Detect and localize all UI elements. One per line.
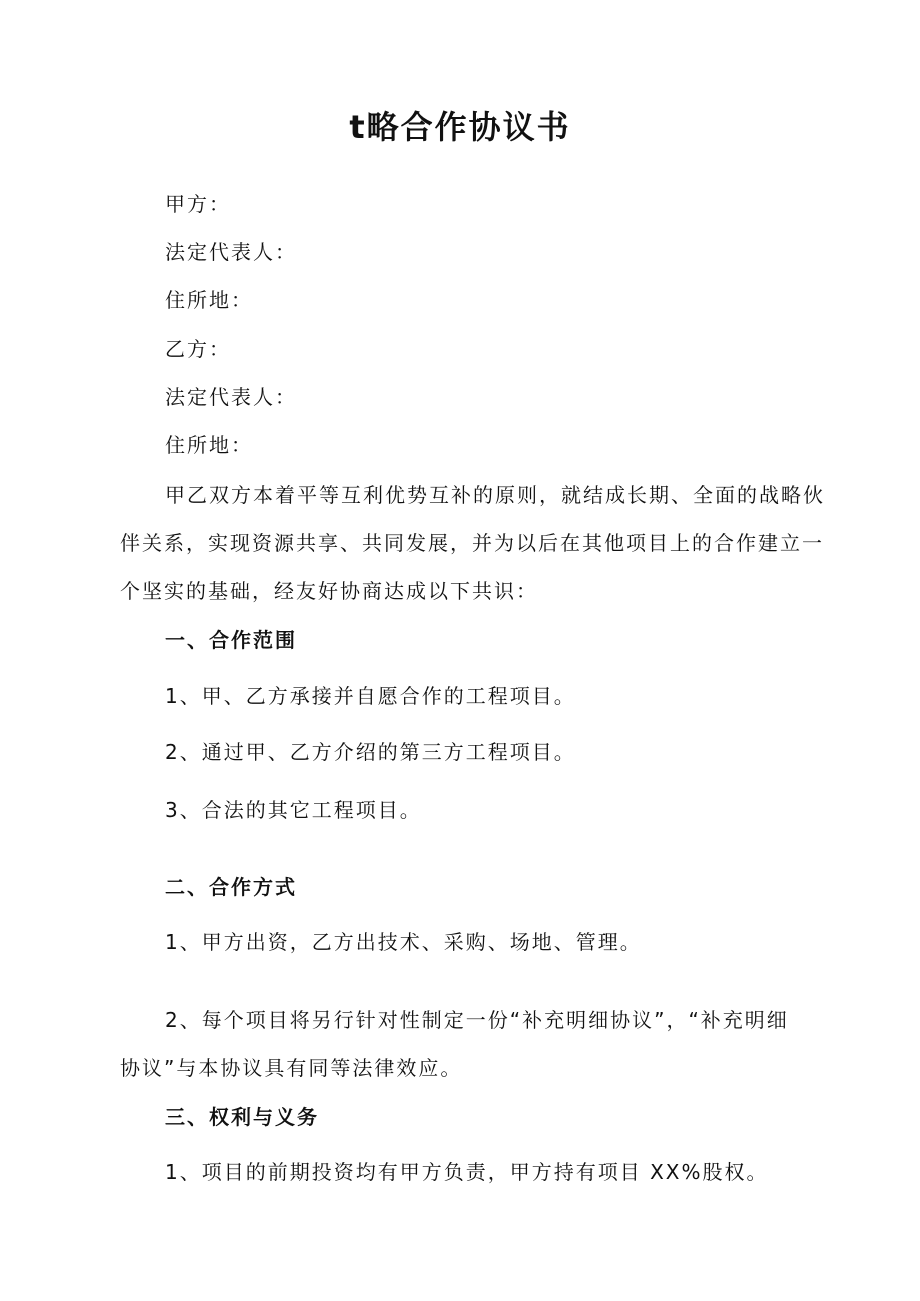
party-b-address-label: 住所地：	[165, 433, 253, 457]
intro-paragraph-line: 甲乙双方本着平等互利优势互补的原则，就结成长期、全面的战略伙	[165, 483, 825, 507]
intro-paragraph-line: 个坚实的基础，经友好协商达成以下共识：	[120, 579, 538, 603]
method-item: 1、甲方出资，乙方出技术、采购、场地、管理。	[165, 930, 642, 954]
intro-paragraph-line: 伴关系，实现资源共享、共同发展，并为以后在其他项目上的合作建立一	[120, 531, 824, 555]
method-item: 2、每个项目将另行针对性制定一份“补充明细协议”，“补充明细	[165, 1008, 789, 1032]
party-a-label: 甲方：	[165, 192, 231, 216]
party-b-representative-label: 法定代表人：	[165, 385, 297, 409]
scope-item: 1、甲、乙方承接并自愿合作的工程项目。	[165, 684, 576, 708]
scope-item: 3、合法的其它工程项目。	[165, 798, 422, 822]
section-heading-scope: 一、合作范围	[165, 628, 297, 652]
section-heading-rights: 三、权利与义务	[165, 1105, 319, 1129]
document-title: t略合作协议书	[349, 108, 571, 146]
scope-item: 2、通过甲、乙方介绍的第三方工程项目。	[165, 740, 576, 764]
section-heading-method: 二、合作方式	[165, 875, 297, 899]
method-item-continuation: 协议”与本协议具有同等法律效应。	[120, 1056, 463, 1080]
rights-item: 1、项目的前期投资均有甲方负责，甲方持有项目 XX%股权。	[165, 1160, 769, 1184]
party-b-label: 乙方：	[165, 337, 231, 361]
party-a-representative-label: 法定代表人：	[165, 240, 297, 264]
party-a-address-label: 住所地：	[165, 288, 253, 312]
